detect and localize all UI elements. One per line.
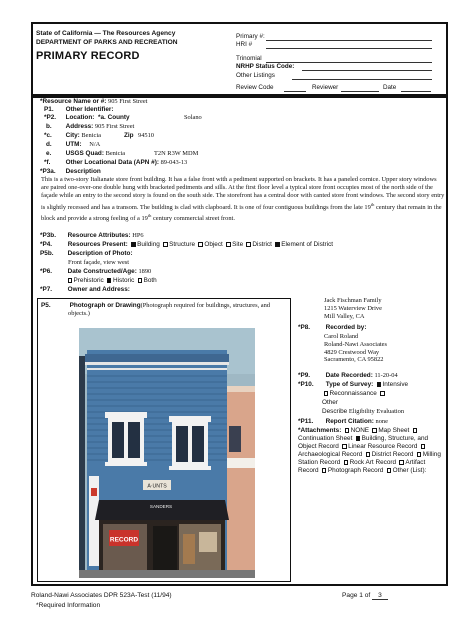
- att-linear-resource: Linear Resource Record: [348, 443, 418, 450]
- option-building: Building: [137, 241, 160, 248]
- p5b-label: Description of Photo:: [67, 250, 133, 257]
- address-label: Address:: [65, 123, 94, 130]
- sign-awning: SANDERS: [149, 504, 173, 509]
- resource-name-value: 905 First Street: [108, 98, 148, 105]
- of-label: of: [364, 592, 371, 599]
- reviewer-label: Reviewer: [312, 84, 339, 91]
- att-artifact-record: Artifact Record: [298, 459, 426, 474]
- page-indicator: [342, 592, 388, 599]
- reconnaissance-checkbox[interactable]: [324, 391, 329, 396]
- apn-row: [44, 159, 187, 167]
- utm-label: UTM:: [65, 141, 82, 148]
- p11-label: Report Citation:: [325, 418, 374, 425]
- option-prehistoric: Prehistoric: [73, 277, 104, 284]
- zip-label: Zip: [124, 132, 134, 139]
- primary-field[interactable]: [266, 40, 432, 41]
- p8-label: Recorded by:: [325, 324, 367, 331]
- option-site: Site: [232, 241, 244, 248]
- p11-num: *P11.: [298, 418, 314, 425]
- primary-label: Primary #:: [236, 33, 265, 40]
- city-num: *c.: [44, 132, 52, 139]
- survey-reconnaissance: Reconnaissance: [329, 390, 377, 397]
- intensive-checkbox[interactable]: [377, 382, 382, 387]
- description-sup-1: th: [370, 201, 375, 207]
- p3b-num: *P3b.: [40, 232, 56, 239]
- map-sheet-checkbox[interactable]: [372, 428, 377, 433]
- page-total: 3: [372, 592, 388, 600]
- review-date-field[interactable]: [401, 91, 431, 92]
- att-archaeological: Archaeological Record: [298, 451, 363, 458]
- p5b-value: Front façade, view west: [68, 259, 130, 266]
- p10-label: Type of Survey:: [325, 381, 374, 388]
- apn-num: *f.: [44, 159, 51, 166]
- recorder-line-2: Roland-Nawi Associates: [324, 340, 388, 348]
- describe-value: Eligibility Evaluation: [348, 408, 405, 415]
- attachments-block: [298, 427, 444, 475]
- p5-note: (Photograph required for buildings, structures, and objects.): [68, 302, 271, 317]
- apn-label: Other Locational Data (APN #):: [65, 159, 159, 166]
- att-photograph-record: Photograph Record: [327, 467, 384, 474]
- att-rock-art: Rock Art Record: [349, 459, 397, 466]
- p11-row: [298, 418, 388, 426]
- describe-label: Describe: [322, 408, 348, 415]
- survey-intensive: Intensive: [382, 381, 409, 388]
- recorder-block: [324, 333, 387, 364]
- form-id: Roland-Nawi Associates DPR 523A-Test (11/94): [31, 592, 172, 599]
- other-listings-label: Other Listings: [236, 72, 275, 79]
- p6-num: *P6.: [40, 268, 53, 275]
- att-none: NONE: [350, 427, 370, 434]
- owner-line-3: Mill Valley, CA: [324, 312, 365, 320]
- recorder-line-3: 4829 Crestwood Way: [324, 348, 380, 356]
- linear-resource-checkbox[interactable]: [342, 444, 347, 449]
- p9-value: 11-20-04: [374, 372, 398, 379]
- p5b-num: P5b.: [40, 250, 54, 257]
- photograph-record-checkbox[interactable]: [322, 468, 327, 473]
- p7-num: *P7.: [40, 286, 53, 293]
- attachments-label: *Attachments:: [298, 427, 342, 434]
- p3b-value: HP6: [132, 232, 144, 239]
- structure-checkbox[interactable]: [163, 242, 168, 247]
- hri-field[interactable]: [266, 48, 432, 49]
- element-of-district-checkbox[interactable]: [275, 242, 280, 247]
- p3a-num: *P3a.: [40, 168, 56, 175]
- option-both: Both: [143, 277, 157, 284]
- p7-row: [40, 286, 130, 294]
- p6-options-row: [66, 277, 157, 285]
- p7-label: Owner and Address:: [67, 286, 130, 293]
- p9-row: [298, 372, 398, 380]
- building-checkbox[interactable]: [131, 242, 136, 247]
- form-title: PRIMARY RECORD: [36, 50, 140, 62]
- nrhp-field[interactable]: [302, 70, 432, 71]
- p8-num: *P8.: [298, 324, 311, 331]
- usgs-value: Benicia: [105, 150, 126, 157]
- resource-name-row: [40, 98, 147, 106]
- p5-num: P5.: [41, 302, 51, 309]
- other-listings-field[interactable]: [292, 79, 432, 80]
- p9-num: *P9.: [298, 372, 311, 379]
- reviewer-field[interactable]: [341, 91, 379, 92]
- p9-label: Date Recorded:: [325, 372, 373, 379]
- none-checkbox[interactable]: [345, 428, 350, 433]
- p5-note-wrap: [68, 302, 278, 317]
- p2-num: *P2.: [44, 114, 57, 121]
- describe-row: [322, 408, 404, 416]
- other-list-checkbox[interactable]: [387, 468, 392, 473]
- city-value: Benicia: [81, 132, 101, 139]
- option-element-of-district: Element of District: [281, 241, 334, 248]
- usgs-row: [46, 150, 199, 158]
- description-sup-2: th: [147, 212, 152, 218]
- p11-value: none: [375, 418, 388, 425]
- milling-station-checkbox[interactable]: [417, 452, 422, 457]
- trinomial-label: Trinomial: [236, 55, 262, 62]
- hri-label: HRI #: [236, 41, 253, 48]
- usgs-label: USGS Quad:: [65, 150, 104, 157]
- agency-block: [36, 30, 178, 47]
- option-structure: Structure: [169, 241, 196, 248]
- site-checkbox[interactable]: [226, 242, 231, 247]
- resource-name-label: *Resource Name or #:: [40, 98, 107, 105]
- zip-value: 94510: [138, 132, 154, 139]
- option-object: Object: [204, 241, 223, 248]
- utm-num: d.: [46, 141, 52, 148]
- description-text: [41, 176, 445, 223]
- recorder-line-4: Sacramento, CA 95822: [324, 356, 384, 364]
- county-value: Solano: [184, 114, 202, 121]
- p3b-label: Resource Attributes:: [67, 232, 131, 239]
- district-record-checkbox[interactable]: [366, 452, 371, 457]
- owner-line-1: Jack Fischman Family: [324, 297, 382, 304]
- building-photo: [79, 328, 255, 578]
- agency-line-2: DEPARTMENT OF PARKS AND RECREATION: [36, 38, 178, 46]
- artifact-record-checkbox[interactable]: [399, 460, 404, 465]
- sign-window: RECORD: [109, 536, 139, 544]
- required-note: *Required Information: [36, 602, 101, 609]
- address-num: b.: [46, 123, 52, 130]
- apn-value: 89-043-13: [160, 159, 188, 166]
- p3a-row: [40, 168, 101, 176]
- p4-label: Resources Present:: [67, 241, 128, 248]
- owner-line-2: 1215 Waterview Drive: [324, 304, 382, 312]
- p10-row: [298, 381, 408, 389]
- city-label: City:: [65, 132, 80, 139]
- p6-value: 1890: [138, 268, 152, 275]
- district-checkbox[interactable]: [246, 242, 251, 247]
- city-row: [44, 132, 154, 140]
- p2-label: Location:: [65, 114, 95, 121]
- prehistoric-checkbox[interactable]: [68, 278, 73, 283]
- p5b-row: [40, 250, 133, 258]
- description-part-2: century that remain in the block and provide a strong feeling of a 19: [41, 203, 442, 223]
- p3b-row: [40, 232, 144, 240]
- option-district: District: [252, 241, 272, 248]
- nrhp-label: NRHP Status Code:: [236, 63, 295, 70]
- att-district-record: District Record: [371, 451, 414, 458]
- rock-art-checkbox[interactable]: [344, 460, 349, 465]
- p6-label: Date Constructed/Age:: [67, 268, 137, 275]
- p6-row: [40, 268, 151, 276]
- address-row: [46, 123, 134, 131]
- both-checkbox[interactable]: [138, 278, 143, 283]
- att-map-sheet: Map Sheet: [378, 427, 410, 434]
- description-part-1: This is a two-story Italianate store front building. It has a false front with a pediment supported on brackets. It has a paneled cornice. Upper story windows are paired one-over-one double hung with bracketed pediments and sills. At the first floor level a typical store front occupies most of the north side of the façade while an entry to the second story is found on the south side. The storefront has a central door with canted store front windows. The second story entry is slightly recessed and has a transom. The building is clad with clapboard. It is one of four contiguous buildings from the late 19: [41, 176, 445, 211]
- option-historic: Historic: [112, 277, 135, 284]
- sign-left: A·UNTS: [147, 483, 167, 490]
- p4-row: [40, 241, 333, 249]
- p4-num: *P4.: [40, 241, 53, 248]
- utm-value: N/A: [89, 141, 101, 148]
- p3a-label: Description: [65, 168, 101, 175]
- p1-row: [44, 106, 114, 114]
- p5-label: Photograph or Drawing: [69, 302, 141, 309]
- archaeological-checkbox[interactable]: [421, 444, 426, 449]
- address-value: 905 First Street: [94, 123, 135, 130]
- description-part-3: century commercial street front.: [151, 215, 235, 223]
- review-code-field[interactable]: [284, 91, 306, 92]
- p2-row: [44, 114, 202, 122]
- usgs-num: e.: [46, 150, 52, 157]
- survey-other-label: Other: [322, 399, 338, 406]
- owner-block: [324, 297, 382, 320]
- review-code-label: Review Code: [236, 84, 274, 91]
- recorder-line-1: Carol Roland: [324, 333, 359, 340]
- bso-record-checkbox[interactable]: [356, 436, 361, 441]
- att-continuation-sheet: Continuation Sheet: [298, 435, 353, 442]
- p8-row: [298, 324, 366, 332]
- continuation-sheet-checkbox[interactable]: [413, 428, 418, 433]
- p1-num: P1.: [44, 106, 54, 113]
- page-number: 1: [359, 592, 363, 599]
- att-bso-record: Building, Structure, and Object Record: [298, 435, 429, 450]
- reconnaissance-row: [322, 390, 386, 398]
- att-milling-station: Milling Station Record: [298, 451, 441, 466]
- agency-line-1: State of California — The Resources Agency: [36, 30, 176, 37]
- p1-label: Other Identifier:: [65, 106, 114, 113]
- att-other-list: Other (List):: [392, 467, 427, 474]
- survey-other-checkbox[interactable]: [380, 391, 385, 396]
- county-label: *a. County: [97, 114, 130, 121]
- object-checkbox[interactable]: [198, 242, 203, 247]
- utm-row: [46, 141, 100, 149]
- historic-checkbox[interactable]: [107, 278, 112, 283]
- date-label: Date: [383, 84, 397, 91]
- usgs-grid: T2N R3W MDM: [154, 150, 199, 157]
- page-label: Page: [342, 592, 358, 599]
- p10-num: *P10.: [298, 381, 314, 388]
